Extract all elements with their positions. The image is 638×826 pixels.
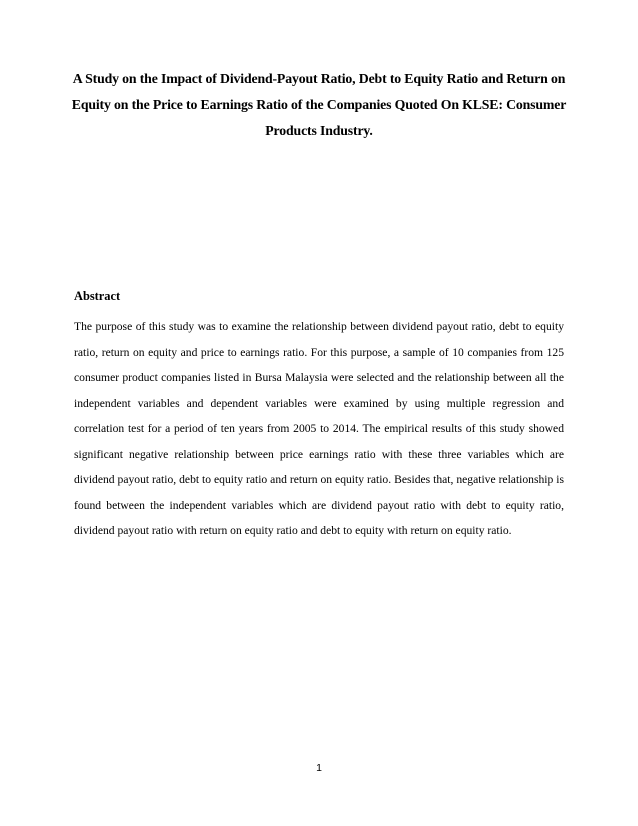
abstract-body: The purpose of this study was to examine the relationship between dividend payout ratio, debt to equity ratio, return on equity and price to earnings ratio. For this purpose, a sample of 10 companies from 125 consumer product companies listed in Bursa Malaysia were selected and the relationship between all the independent variables and dependent variables were examined by using multiple regression and correlation test for a period of ten years from 2005 to 2014. The empirical results of this study showed significant negative relationship between price earnings ratio with these three variables which are dividend payout ratio, debt to equity ratio and return on equity ratio. Besides that, negative relationship is found between the independent variables which are dividend payout ratio with debt to equity ratio, dividend payout ratio with return on equity ratio and debt to equity with return on equity ratio. — [74, 320, 564, 537]
paper-title: A Study on the Impact of Dividend-Payout Ratio, Debt to Equity Ratio and Return on Equity on the Price to Earnings Ratio of the Companies Quoted On KLSE: Consumer Products Industry. — [71, 71, 567, 138]
abstract-heading: Abstract — [74, 289, 121, 303]
page-number: 1 — [316, 762, 322, 774]
